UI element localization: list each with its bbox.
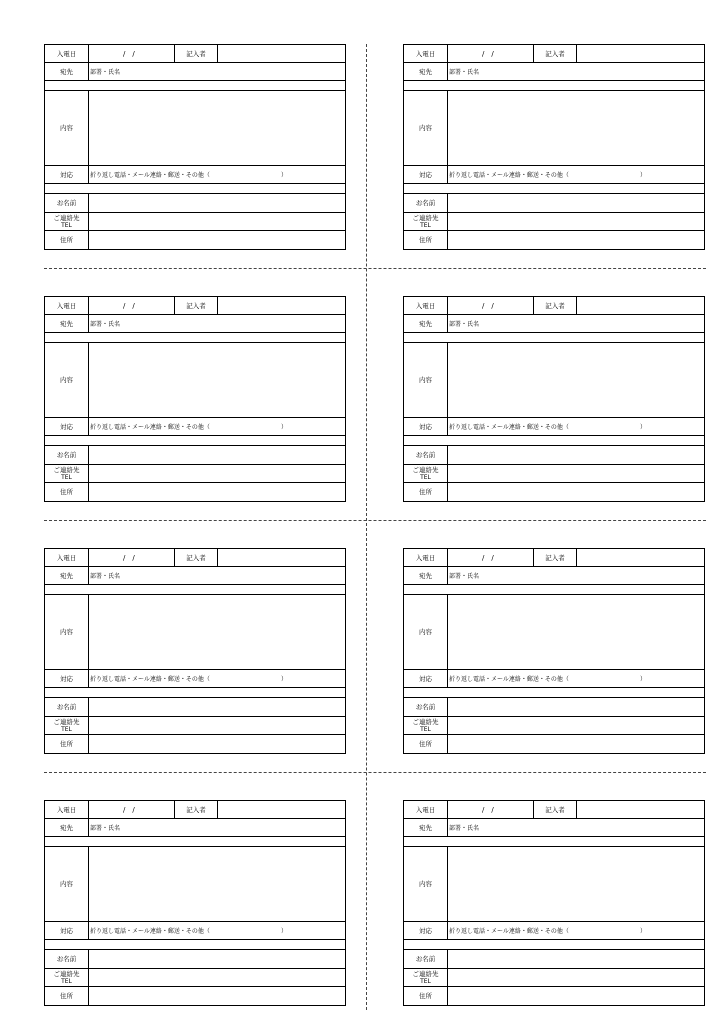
writer-field[interactable] [577, 801, 704, 818]
address-field[interactable] [90, 231, 345, 249]
phone-memo-form [44, 548, 346, 754]
to-row [404, 819, 704, 837]
content-label: 内容 [404, 91, 448, 165]
content-field[interactable] [449, 847, 704, 921]
response-label: 対応 [404, 418, 448, 435]
date-row [404, 45, 704, 63]
address-row [404, 483, 704, 501]
phone-memo-form [44, 800, 346, 1006]
to-label: 宛先 [404, 567, 448, 584]
phone-memo-form [44, 296, 346, 502]
contact-row [45, 213, 345, 231]
address-label: 住所 [404, 231, 448, 249]
contact-row [45, 465, 345, 483]
address-label: 住所 [45, 231, 89, 249]
spacer-row [404, 688, 704, 698]
address-label: 住所 [404, 987, 448, 1005]
spacer-row [45, 940, 345, 950]
date-value[interactable]: / / [123, 553, 135, 562]
address-row [45, 483, 345, 501]
writer-field[interactable] [218, 45, 345, 62]
name-row [45, 950, 345, 969]
horizontal-cut-line [44, 772, 706, 773]
address-field[interactable] [449, 987, 704, 1005]
date-label: 入電日 [404, 45, 448, 62]
writer-label: 記入者 [186, 554, 206, 562]
address-row [45, 231, 345, 249]
date-label: 入電日 [45, 801, 89, 818]
phone-memo-form [403, 296, 705, 502]
name-label: お名前 [45, 194, 89, 212]
response-close: ） [281, 676, 288, 683]
content-row [45, 91, 345, 166]
writer-field[interactable] [577, 549, 704, 566]
name-field[interactable] [449, 698, 704, 716]
content-label: 内容 [404, 847, 448, 921]
spacer-row [404, 940, 704, 950]
date-label: 入電日 [404, 297, 448, 314]
writer-field[interactable] [218, 549, 345, 566]
response-row [45, 670, 345, 688]
date-row [45, 549, 345, 567]
to-field[interactable]: 部署・氏名 [90, 321, 121, 328]
contact-field[interactable] [449, 969, 704, 986]
to-row [45, 315, 345, 333]
response-options[interactable]: 折り返し電話・メール連絡・郵送・その他（ [90, 676, 210, 683]
content-row [45, 343, 345, 418]
spacer-row [404, 333, 704, 343]
contact-row [404, 969, 704, 987]
content-field[interactable] [449, 595, 704, 669]
response-row [45, 166, 345, 184]
name-label: お名前 [404, 446, 448, 464]
date-label: 入電日 [45, 297, 89, 314]
to-field[interactable]: 部署・氏名 [449, 573, 480, 580]
address-label: 住所 [404, 483, 448, 501]
address-label: 住所 [45, 987, 89, 1005]
to-field[interactable]: 部署・氏名 [90, 573, 121, 580]
spacer-row [45, 688, 345, 698]
response-close: ） [640, 424, 647, 431]
to-label: 宛先 [404, 819, 448, 836]
contact-label: ご連絡先 [412, 213, 439, 222]
spacer-row [45, 184, 345, 194]
content-field[interactable] [90, 343, 345, 417]
to-row [45, 63, 345, 81]
tel-label: TEL [420, 725, 431, 733]
contact-field[interactable] [90, 717, 345, 734]
response-close: ） [281, 172, 288, 179]
response-options[interactable]: 折り返し電話・メール連絡・郵送・その他（ [449, 172, 569, 179]
address-field[interactable] [449, 483, 704, 501]
date-row [45, 45, 345, 63]
response-row [45, 418, 345, 436]
date-row [45, 801, 345, 819]
contact-field[interactable] [449, 465, 704, 482]
name-field[interactable] [90, 698, 345, 716]
name-field[interactable] [449, 950, 704, 968]
name-field[interactable] [90, 446, 345, 464]
name-row [45, 194, 345, 213]
name-row [45, 698, 345, 717]
content-label: 内容 [404, 343, 448, 417]
response-label: 対応 [45, 922, 89, 939]
address-row [45, 735, 345, 753]
response-close: ） [281, 424, 288, 431]
contact-label: ご連絡先 [412, 717, 439, 726]
name-field[interactable] [90, 950, 345, 968]
name-row [45, 446, 345, 465]
date-value[interactable]: / / [482, 301, 494, 310]
tel-label: TEL [61, 473, 72, 481]
contact-field[interactable] [449, 717, 704, 734]
date-value[interactable]: / / [123, 805, 135, 814]
content-field[interactable] [449, 343, 704, 417]
horizontal-cut-line [44, 268, 706, 269]
contact-row [404, 213, 704, 231]
to-row [404, 63, 704, 81]
content-row [404, 91, 704, 166]
to-field[interactable]: 部署・氏名 [449, 825, 480, 832]
to-label: 宛先 [45, 63, 89, 80]
writer-field[interactable] [218, 297, 345, 314]
response-close: ） [281, 928, 288, 935]
name-label: お名前 [404, 950, 448, 968]
content-field[interactable] [90, 91, 345, 165]
writer-label: 記入者 [186, 302, 206, 310]
spacer-row [45, 81, 345, 91]
contact-label: ご連絡先 [53, 717, 80, 726]
spacer-row [45, 837, 345, 847]
address-row [404, 735, 704, 753]
content-label: 内容 [45, 91, 89, 165]
address-row [404, 231, 704, 249]
response-label: 対応 [45, 418, 89, 435]
phone-memo-form [403, 44, 705, 250]
to-label: 宛先 [404, 63, 448, 80]
name-row [404, 446, 704, 465]
contact-field[interactable] [90, 465, 345, 482]
tel-label: TEL [61, 977, 72, 985]
name-label: お名前 [45, 698, 89, 716]
to-field[interactable]: 部署・氏名 [90, 825, 121, 832]
to-field[interactable]: 部署・氏名 [449, 321, 480, 328]
date-value[interactable]: / / [482, 805, 494, 814]
writer-field[interactable] [218, 801, 345, 818]
contact-label: ご連絡先 [412, 969, 439, 978]
tel-label: TEL [61, 221, 72, 229]
writer-label: 記入者 [186, 50, 206, 58]
name-field[interactable] [449, 446, 704, 464]
tel-label: TEL [420, 977, 431, 985]
name-label: お名前 [404, 698, 448, 716]
content-field[interactable] [90, 595, 345, 669]
writer-label: 記入者 [545, 50, 565, 58]
vertical-cut-line [366, 44, 367, 1010]
response-label: 対応 [404, 922, 448, 939]
content-label: 内容 [45, 847, 89, 921]
content-label: 内容 [45, 595, 89, 669]
name-field[interactable] [449, 194, 704, 212]
name-label: お名前 [404, 194, 448, 212]
content-row [404, 595, 704, 670]
to-label: 宛先 [45, 315, 89, 332]
date-value[interactable]: / / [123, 49, 135, 58]
name-label: お名前 [45, 950, 89, 968]
response-row [404, 166, 704, 184]
to-label: 宛先 [45, 819, 89, 836]
name-field[interactable] [90, 194, 345, 212]
date-label: 入電日 [404, 801, 448, 818]
response-label: 対応 [404, 166, 448, 183]
content-row [45, 595, 345, 670]
response-close: ） [640, 676, 647, 683]
to-field[interactable]: 部署・氏名 [90, 69, 121, 76]
date-row [404, 297, 704, 315]
address-field[interactable] [90, 987, 345, 1005]
name-label: お名前 [45, 446, 89, 464]
contact-row [404, 465, 704, 483]
writer-field[interactable] [577, 45, 704, 62]
spacer-row [45, 436, 345, 446]
phone-memo-form [403, 800, 705, 1006]
tel-label: TEL [420, 473, 431, 481]
contact-field[interactable] [449, 213, 704, 230]
response-row [404, 922, 704, 940]
response-row [404, 418, 704, 436]
address-field[interactable] [449, 735, 704, 753]
response-row [45, 922, 345, 940]
tel-label: TEL [61, 725, 72, 733]
date-label: 入電日 [404, 549, 448, 566]
to-row [45, 567, 345, 585]
address-row [404, 987, 704, 1005]
name-row [404, 194, 704, 213]
address-label: 住所 [45, 735, 89, 753]
writer-label: 記入者 [545, 302, 565, 310]
contact-row [45, 969, 345, 987]
address-field[interactable] [449, 231, 704, 249]
address-label: 住所 [404, 735, 448, 753]
date-label: 入電日 [45, 45, 89, 62]
date-value[interactable]: / / [123, 301, 135, 310]
response-options[interactable]: 折り返し電話・メール連絡・郵送・その他（ [90, 424, 210, 431]
response-label: 対応 [45, 166, 89, 183]
date-row [404, 801, 704, 819]
writer-label: 記入者 [545, 554, 565, 562]
contact-field[interactable] [90, 969, 345, 986]
to-row [404, 567, 704, 585]
to-row [404, 315, 704, 333]
contact-label: ご連絡先 [53, 969, 80, 978]
tel-label: TEL [420, 221, 431, 229]
date-value[interactable]: / / [482, 49, 494, 58]
date-row [45, 297, 345, 315]
response-close: ） [640, 172, 647, 179]
contact-label: ご連絡先 [412, 465, 439, 474]
contact-label: ご連絡先 [53, 465, 80, 474]
address-field[interactable] [90, 735, 345, 753]
to-label: 宛先 [404, 315, 448, 332]
phone-memo-form [44, 44, 346, 250]
to-label: 宛先 [45, 567, 89, 584]
horizontal-cut-line [44, 520, 706, 521]
content-row [45, 847, 345, 922]
response-options[interactable]: 折り返し電話・メール連絡・郵送・その他（ [449, 676, 569, 683]
response-options[interactable]: 折り返し電話・メール連絡・郵送・その他（ [90, 928, 210, 935]
date-row [404, 549, 704, 567]
content-label: 内容 [404, 595, 448, 669]
spacer-row [404, 436, 704, 446]
response-label: 対応 [404, 670, 448, 687]
spacer-row [45, 333, 345, 343]
to-row [45, 819, 345, 837]
spacer-row [404, 81, 704, 91]
address-label: 住所 [45, 483, 89, 501]
writer-label: 記入者 [545, 806, 565, 814]
writer-field[interactable] [577, 297, 704, 314]
address-field[interactable] [90, 483, 345, 501]
contact-row [404, 717, 704, 735]
phone-memo-form [403, 548, 705, 754]
spacer-row [45, 585, 345, 595]
to-field[interactable]: 部署・氏名 [449, 69, 480, 76]
name-row [404, 950, 704, 969]
spacer-row [404, 184, 704, 194]
date-value[interactable]: / / [482, 553, 494, 562]
spacer-row [404, 585, 704, 595]
content-field[interactable] [90, 847, 345, 921]
writer-label: 記入者 [186, 806, 206, 814]
response-label: 対応 [45, 670, 89, 687]
content-field[interactable] [449, 91, 704, 165]
date-label: 入電日 [45, 549, 89, 566]
contact-row [45, 717, 345, 735]
contact-field[interactable] [90, 213, 345, 230]
name-row [404, 698, 704, 717]
response-close: ） [640, 928, 647, 935]
response-options[interactable]: 折り返し電話・メール連絡・郵送・その他（ [449, 424, 569, 431]
address-row [45, 987, 345, 1005]
content-label: 内容 [45, 343, 89, 417]
response-row [404, 670, 704, 688]
response-options[interactable]: 折り返し電話・メール連絡・郵送・その他（ [90, 172, 210, 179]
content-row [404, 847, 704, 922]
content-row [404, 343, 704, 418]
response-options[interactable]: 折り返し電話・メール連絡・郵送・その他（ [449, 928, 569, 935]
spacer-row [404, 837, 704, 847]
contact-label: ご連絡先 [53, 213, 80, 222]
